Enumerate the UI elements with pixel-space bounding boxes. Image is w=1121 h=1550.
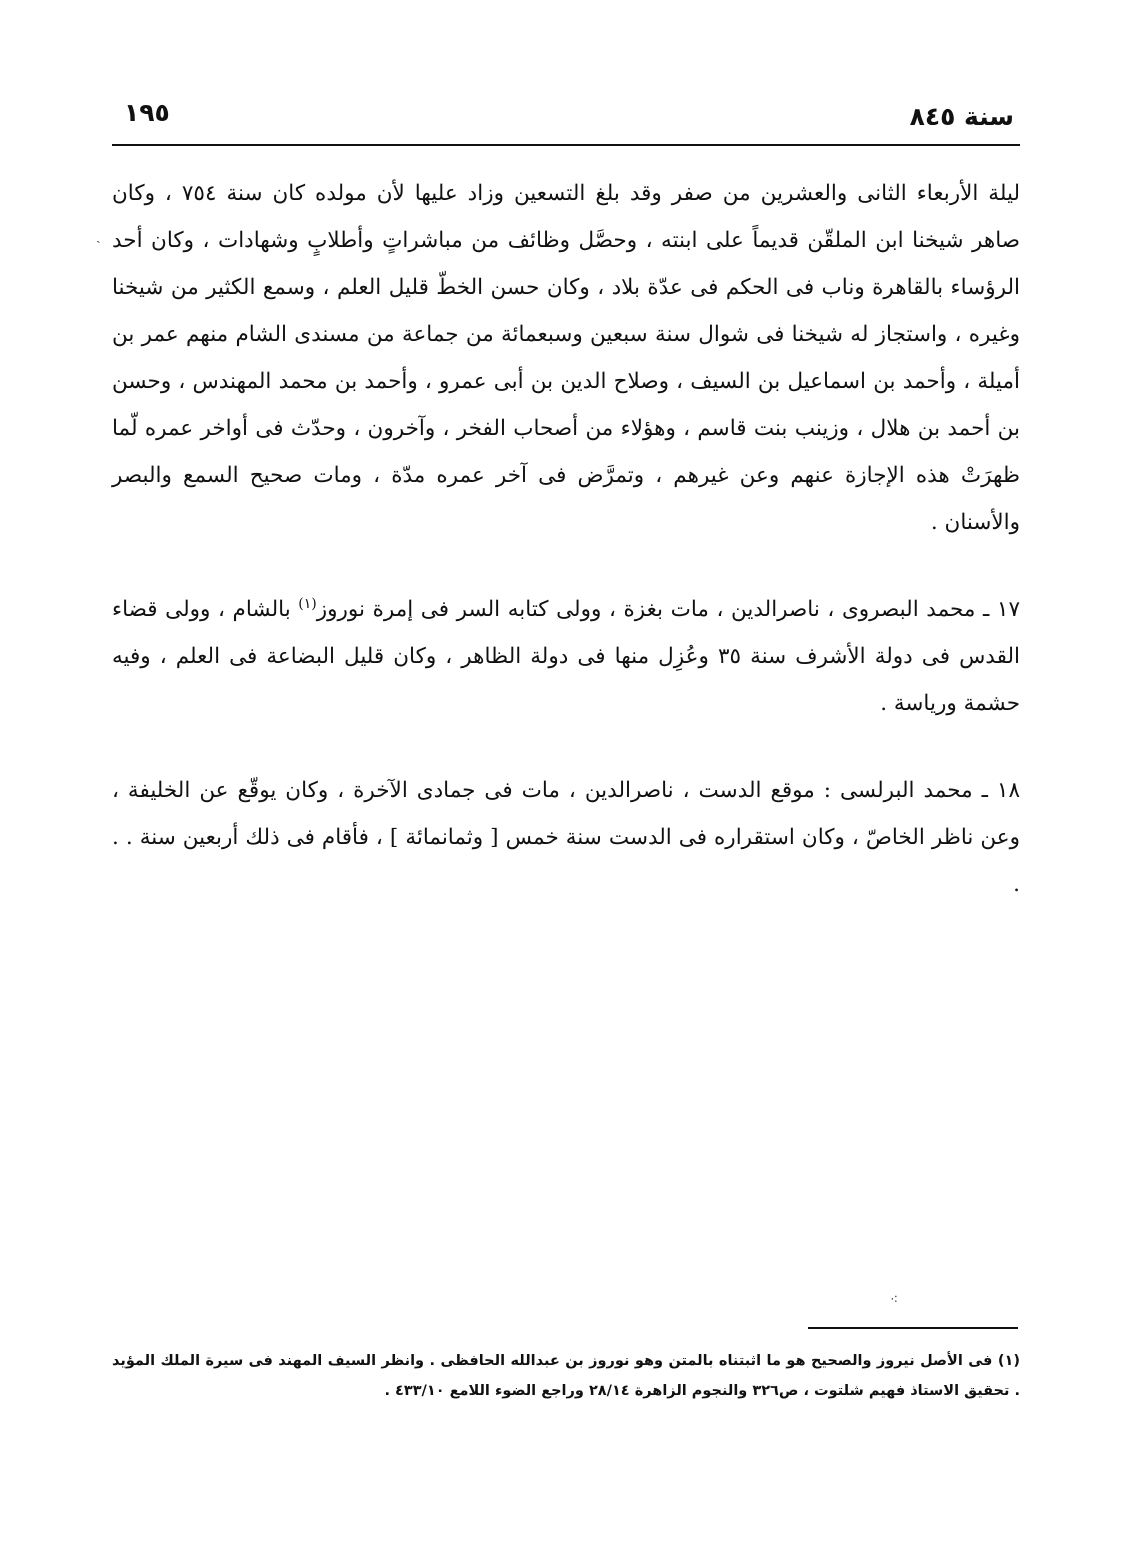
entry-17-paragraph [112, 586, 1020, 727]
entry-17-text-end: بالشام ، وولى قضاء القدس فى دولة الأشرف سنة ٣٥ وعُزِل منها فى دولة الظاهر ، وكان قليل البضاعة فى العلم ، وفيه حشمة ورياسة . [112, 597, 1020, 716]
footnote-text: (١) فى الأصل نيروز والصحيح هو ما اثبتناه بالمتن وهو نوروز بن عبدالله الحافظى . وانظر السيف المهند فى سيرة الملك المؤيد . تحقيق الاستاذ فهيم شلتوت ، ص٣٢٦ والنجوم الزاهرة ٢٨/١٤ وراجع الضوء اللامع ٤٣٣/١٠ . [112, 1353, 1020, 1399]
continuation-paragraph: ليلة الأربعاء الثانى والعشرين من صفر وقد بلغ التسعين وزاد عليها لأن مولده كان سنة ٧٥٤ ، وكان صاهر شيخنا ابن الملقّن قديماً على ابنته ، وحصَّل وظائف من مباشراتٍ وأطلابٍ وشهادات ، وكان أحد الرؤساء بالقاهرة وناب فى الحكم فى عدّة بلاد ، وكان حسن الخطّ قليل العلم ، وسمع الكثير من شيخنا وغيره ، واستجاز له شيخنا فى شوال سنة سبعين وسبعمائة من جماعة من مسندى الشام منهم عمر بن أميلة ، وأحمد بن اسماعيل بن السيف ، وصلاح الدين بن أبى عمرو ، وأحمد بن محمد المهندس ، وحسن بن أحمد بن هلال ، وزينب بنت قاسم ، وهؤلاء من أصحاب الفخر ، وآخرون ، وحدّث فى أواخر عمره لّما ظهرَتْ هذه الإجازة عنهم وعن غيرهم ، وتمرَّض فى آخر عمره مدّة ، ومات صحيح السمع والبصر والأسنان . [112, 181, 1020, 535]
entry-17-text-start: ١٧ ـ محمد البصروى ، ناصرالدين ، مات بغزة ، وولى كتابه السر فى إمرة نوروز [316, 597, 1020, 622]
page-header [112, 92, 1020, 146]
entry-18-paragraph: ١٨ ـ محمد البرلسى : موقع الدست ، ناصرالدين ، مات فى جمادى الآخرة ، وكان يوقّع عن الخليفة ، وعن ناظر الخاصّ ، وكان استقراره فى الدست سنة خمس [ وثمانمائة ] ، فأقام فى ذلك أربعين سنة . . . [112, 778, 1020, 897]
footnote-separator [808, 1327, 1018, 1329]
running-head: سنة ٨٤٥ [909, 102, 1014, 131]
scan-speck: ⁖ [890, 1292, 899, 1308]
scan-speck: ˎ [96, 228, 101, 244]
page-number: ١٩٥ [124, 98, 170, 127]
footnote-reference: (١) [298, 595, 317, 612]
footnote [112, 1346, 1020, 1406]
main-text [112, 170, 1020, 908]
